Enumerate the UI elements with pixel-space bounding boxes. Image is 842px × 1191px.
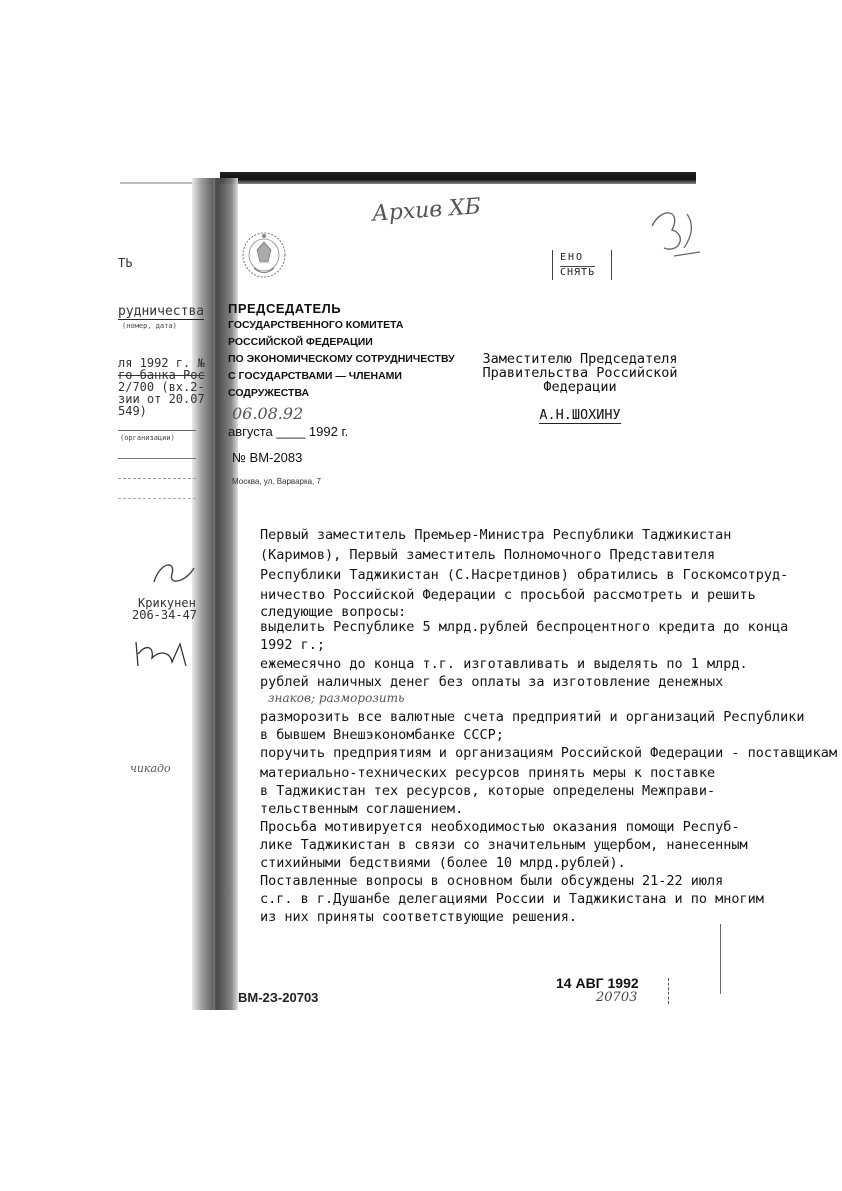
body-line: разморозить все валютные счета предприятий и организаций Республики [260,709,805,725]
body-line: с.г. в г.Душанбе делегациями России и Таджикистана и по многим [260,891,764,907]
letterhead-line: ГОСУДАРСТВЕННОГО КОМИТЕТА [228,319,404,331]
letterhead [228,300,455,402]
left-fragment: ТЬ [118,256,133,270]
form-line [118,458,196,459]
receipt-date-stamp: 14 АВГ 1992 [556,975,639,991]
body-line: в Таджикистан тех ресурсов, которые определены Межправи- [260,783,716,799]
left-fragment: (номер, дата) [122,322,177,330]
body-line: в бывшем Внешэкономбанке СССР; [260,727,504,743]
addressee-line2: Правительства Российской Федерации [482,365,678,395]
left-fragment: зии от 20.07 [118,392,205,406]
left-fragment: (организации) [120,434,175,442]
addressee-block [462,352,698,422]
body-line: Просьба мотивируется необходимостью оказания помощи Респуб- [260,819,740,835]
initials-scribble [130,636,200,672]
body-line: тельственным соглашением. [260,801,464,817]
body-line: из них приняты соответствующие решения. [260,909,577,925]
letterhead-line: С ГОСУДАРСТВАМИ — ЧЛЕНАМИ [228,370,402,382]
body-line: выделить Республике 5 млрд.рублей беспроцентного кредита до конца [260,619,789,635]
margin-line [720,924,721,994]
body-line: ежемесячно до конца т.г. изготавливать и выделять по 1 млрд. [260,656,748,672]
body-line: материально-технических ресурсов принять меры к поставке [260,765,716,781]
stamp-line2: СНЯТЬ [560,267,596,278]
left-fragment: 549) [118,404,147,418]
stamp-edge [668,978,669,1004]
state-emblem-icon [240,228,288,280]
executor-phone: 206-34-47 [132,608,198,622]
body-line: следующие вопросы: [260,604,407,620]
archive-note: Архив ХБ [371,194,482,227]
letterhead-line: РОССИЙСКОЙ ФЕДЕРАЦИИ [228,336,373,348]
left-fragment: ля 1992 г. № [118,356,205,370]
body-line: (Каримов), Первый заместитель Полномочного Представителя [260,547,716,563]
date-line: августа ____ 1992 г. [228,424,349,439]
corner-scribble [632,196,702,276]
left-fragment: го банка Рос [118,368,205,382]
outgoing-number: № ВМ-2083 [232,450,303,465]
body-line: Поставленные вопросы в основном были обсуждены 21-22 июля [260,873,724,889]
form-line [118,430,196,431]
handwritten-date: 06.08.92 [232,404,304,423]
body-line: ничество Российской Федерации с просьбой рассмотреть и решить [260,587,756,603]
sender-address: Москва, ул. Варварка, 7 [232,477,322,486]
margin-note: чикадо [130,762,171,775]
letterhead-line: ПО ЭКОНОМИЧЕСКОМУ СОТРУДНИЧЕСТВУ [228,353,455,365]
letterhead-title: ПРЕДСЕДАТЕЛЬ [228,301,342,316]
addressee-line1: Заместителю Председателя [482,351,678,367]
letterhead-line: СОДРУЖЕСТВА [228,387,310,399]
bottom-reg-number: ВМ-2З-20703 [238,990,319,1005]
receipt-number-handwritten: 20703 [596,990,638,1005]
body-line: знаков; разморозить [268,691,405,705]
form-line [118,498,196,499]
body-line: лике Таджикистан в связи со значительным ущербом, нанесенным [260,837,748,853]
page-fold-line [213,178,215,1010]
scan-top-shadow [220,172,696,184]
body-line: стихийными бедствиями (более 10 млрд.рублей). [260,855,626,871]
body-line: Республики Таджикистан (С.Насретдинов) обратились в Госкомсотруд- [260,567,789,583]
left-fragment: рудничества [118,304,205,319]
stamp-line1: ЕНО [560,252,585,263]
body-line: рублей наличных денег без оплаты за изготовление денежных [260,674,724,690]
form-line [118,478,196,479]
executor-name: Крикунен [138,596,196,610]
signature-mark [150,556,198,590]
body-line: Первый заместитель Премьер-Министра Республики Таджикистан [260,527,732,543]
body-line: 1992 г.; [260,637,326,653]
addressee-name: А.Н.ШОХИНУ [539,407,621,423]
body-line: поручить предприятиям и организациям Российской Федерации - поставщикам [260,745,838,761]
left-fragment: 2/700 (вх.2- [118,380,205,394]
